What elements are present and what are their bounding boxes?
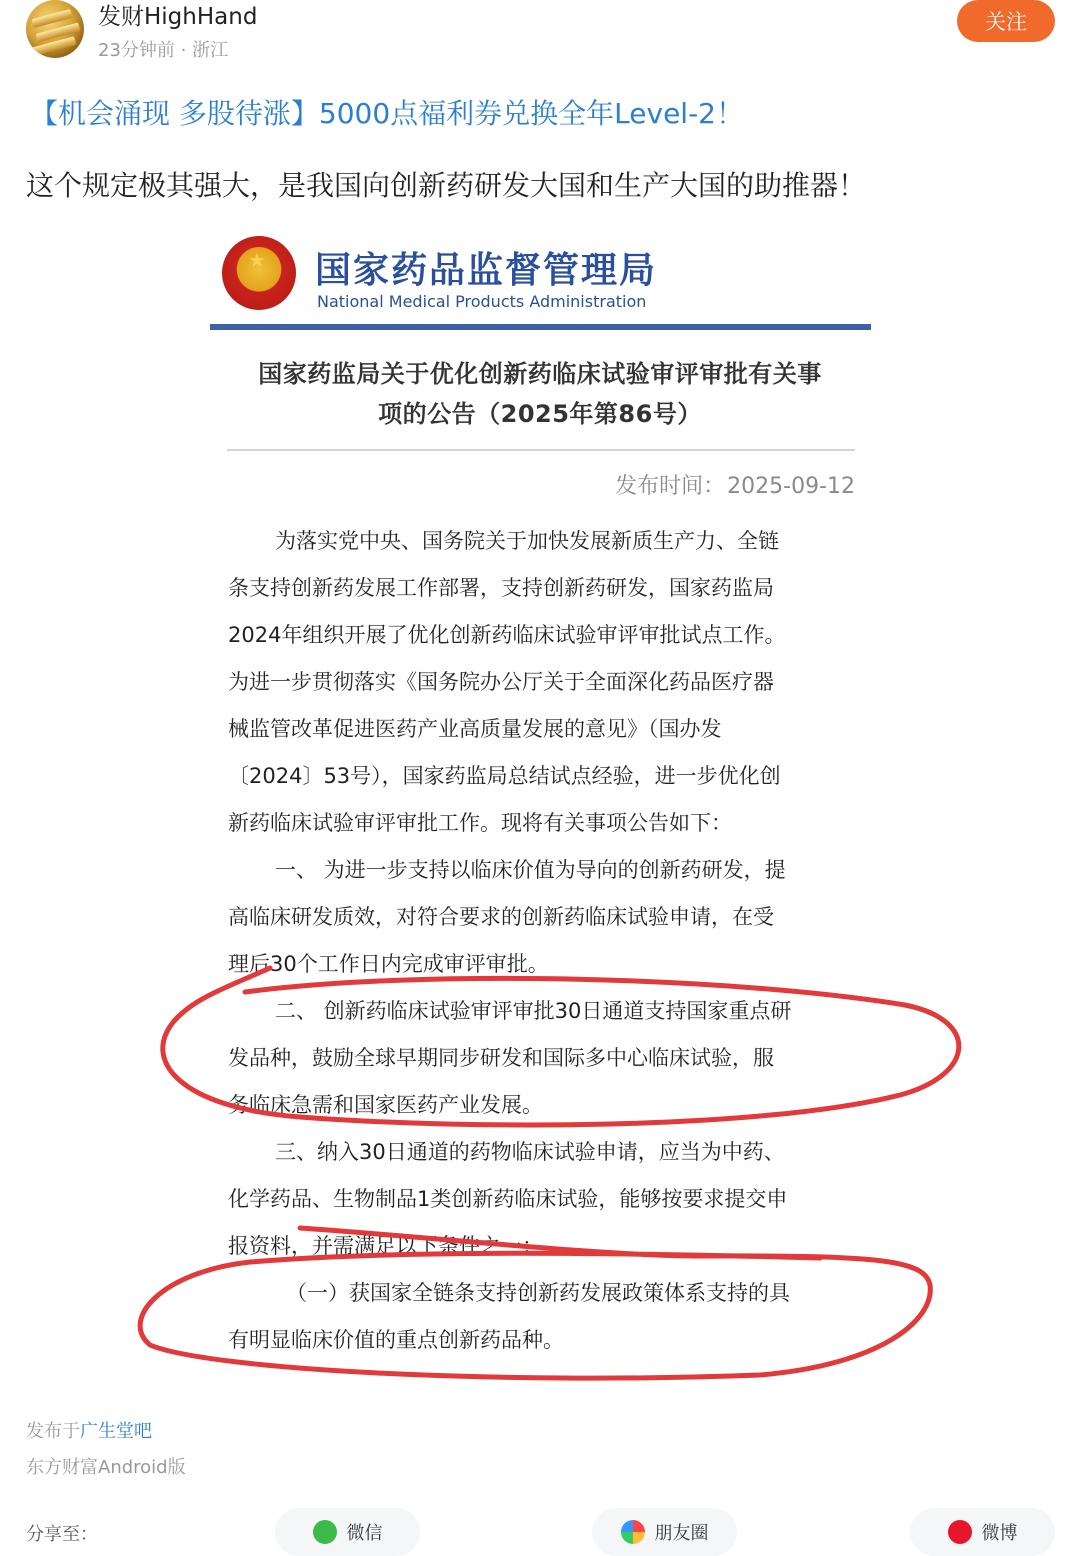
share-weibo-label: 微博 [981, 1523, 1018, 1544]
item-three-paragraph [228, 1129, 858, 1270]
posted-prefix: 发布于 [26, 1421, 80, 1442]
promo-link[interactable]: 【机会涌现 多股待涨】5000点福利券兑换全年Level-2！ [30, 97, 744, 130]
share-wechat-label: 微信 [346, 1523, 383, 1544]
post-header [0, 0, 1080, 70]
post-text: 这个规定极其强大，是我国向创新药研发大国和生产大国的助推器！ [26, 169, 867, 202]
text-line: 发品种，鼓励全球早期同步研发和国际多中心临床试验，服 [228, 1046, 774, 1070]
publish-date [613, 469, 855, 500]
share-wechat-button[interactable] [275, 1508, 420, 1556]
text-line: 为进一步贯彻落实《国务院办公厅关于全面深化药品医疗器 [228, 670, 774, 694]
publish-date-value: 2025-09-12 [727, 474, 855, 499]
post-meta: 23分钟前 · 浙江 [98, 40, 229, 61]
title-divider [227, 449, 855, 451]
weibo-icon [948, 1520, 972, 1544]
text-line: 报资料，并需满足以下条件之一： [228, 1234, 543, 1258]
text-line: 为落实党中央、国务院关于加快发展新质生产力、全链 [275, 529, 779, 553]
text-line: 一、 为进一步支持以临床价值为导向的创新药研发，提 [275, 858, 786, 882]
agency-name-en: National Medical Products Administration [317, 292, 647, 311]
text-line: 2024年组织开展了优化创新药临床试验审评审批试点工作。 [228, 623, 786, 647]
publish-date-label: 发布时间： [615, 474, 726, 499]
text-line: 务临床急需和国家医药产业发展。 [228, 1093, 543, 1117]
text-line: 新药临床试验审评审批工作。现将有关事项公告如下： [228, 811, 732, 835]
text-line: （一）获国家全链条支持创新药发展政策体系支持的具 [286, 1281, 790, 1305]
follow-button[interactable]: 关注 [957, 0, 1055, 42]
username[interactable]: 发财HighHand [98, 4, 258, 30]
intro-paragraph [228, 518, 858, 847]
forum-link[interactable]: 广生堂吧 [80, 1421, 152, 1442]
text-line: 有明显临床价值的重点创新药品种。 [228, 1328, 564, 1352]
document-image[interactable] [200, 226, 890, 1386]
moments-icon [621, 1520, 645, 1544]
agency-name-cn: 国家药品监督管理局 [315, 250, 658, 291]
text-line: 高临床研发质效，对符合要求的创新药临床试验申请，在受 [228, 905, 774, 929]
text-line: 械监管改革促进医药产业高质量发展的意见》（国办发 [228, 717, 722, 741]
posted-in [26, 1417, 152, 1443]
text-line: 二、 创新药临床试验审评审批30日通道支持国家重点研 [275, 999, 792, 1023]
document-title-line: 国家药监局关于优化创新药临床试验审评审批有关事 [258, 360, 822, 388]
text-line: 三、纳入30日通道的药物临床试验申请，应当为中药、 [275, 1140, 785, 1164]
avatar[interactable] [26, 0, 84, 58]
text-line: 条支持创新药发展工作部署，支持创新药研发，国家药监局 [228, 576, 774, 600]
share-moments-button[interactable] [592, 1508, 737, 1556]
client-source: 东方财富Android版 [26, 1457, 186, 1478]
share-label: 分享至： [26, 1524, 98, 1545]
text-line: 〔2024〕53号），国家药监局总结试点经验，进一步优化创 [228, 764, 781, 788]
document-title [220, 354, 860, 434]
item-two-paragraph [228, 988, 858, 1129]
text-line: 理后30个工作日内完成审评审批。 [228, 952, 549, 976]
text-line: 化学药品、生物制品1类创新药临床试验，能够按要求提交申 [228, 1187, 788, 1211]
header-divider [210, 324, 871, 330]
national-emblem-icon: ★ [222, 236, 296, 310]
wechat-icon [313, 1520, 337, 1544]
item-one-paragraph [228, 847, 858, 988]
sub-item-one-paragraph [228, 1270, 858, 1364]
document-title-line: 项的公告（2025年第86号） [378, 400, 702, 428]
share-weibo-button[interactable] [910, 1508, 1055, 1556]
share-moments-label: 朋友圈 [654, 1523, 709, 1544]
